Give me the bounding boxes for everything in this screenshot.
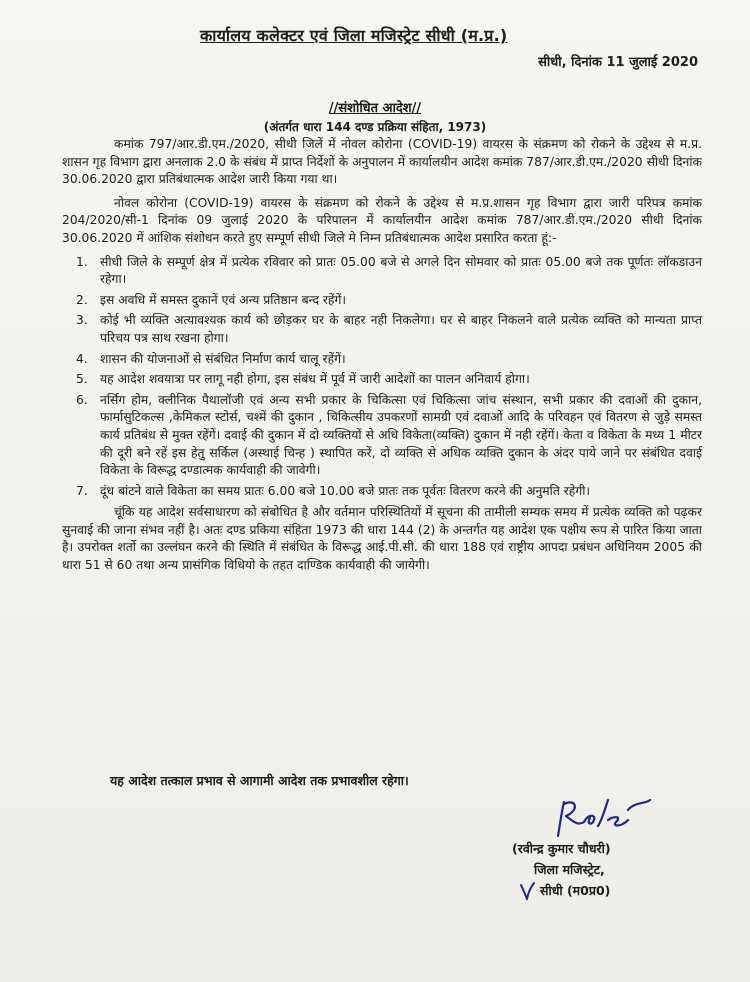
signatory-block — [508, 838, 708, 901]
restriction-item — [62, 483, 702, 501]
signature-mark — [550, 796, 660, 840]
signatory-place: सीधी (म0प्र0) — [540, 883, 611, 898]
restriction-item — [62, 312, 702, 347]
signatory-designation: जिला मजिस्ट्रेट, — [534, 862, 605, 877]
item-text: यह आदेश शवयात्रा पर लागू नही होगा, इस संबंध में पूर्व में जारी आदेशों का पालन अनिवार्य होगा। — [100, 372, 530, 387]
item-text: दूंध बांटने वाले विकेता का समय प्रातः 6.00 बजे 10.00 बजे प्रातः तक पूर्वतः वितरण करने की अनुमति रहेगी। — [100, 483, 591, 498]
item-number: 2. — [76, 292, 88, 307]
item-number: 4. — [76, 351, 88, 366]
item-text: कोई भी व्यक्ति अत्यावश्यक कार्य को छोड़कर घर के बाहर नही निकलेगा। घर से बाहर निकलने वाले प्रत्येक व्यक्ति को मान्यता प्राप्त परिचय पत्र साथ रखना होगा। — [100, 313, 702, 345]
item-number: 5. — [76, 372, 88, 387]
order-subheading: (अंतर्गत धारा 144 दण्ड प्रक्रिया संहिता, 1973) — [263, 120, 487, 134]
restriction-list — [62, 254, 702, 501]
restriction-item — [62, 292, 702, 310]
item-number: 6. — [76, 392, 88, 407]
place-date: सीधी, दिनांक 11 जुलाई 2020 — [538, 55, 698, 70]
item-text: इस अवधि में समस्त दुकानें एवं अन्य प्रतिष्ठान बन्द रहेंगें। — [100, 292, 347, 307]
item-number: 1. — [76, 254, 88, 269]
paragraph-reference: कमांक 797/आर.डी.एम./2020, सीधी जिलें में नोवल कोरोना (COVID-19) वायरस के संक्रमण को रोकने के उद्देश्य से म.प्र. शासन गृह विभाग द्वारा अनलाक 2.0 के संबंध में प्राप्त निर्देशों के अनुपालन में कार्यालयीन आदेश कमांक 787/आर.डी.एम./2020 सीधी दिनांक 30.06.2020 द्वारा प्रतिबंधात्मक आदेश जारी किया गया था। — [62, 137, 702, 187]
order-heading: //संशोधित आदेश// — [328, 101, 422, 116]
signatory-place-line — [508, 880, 708, 901]
item-text: नर्सिग होम, क्लीनिक पैथालॉजी एवं अन्य सभी प्रकार के चिकित्सा एवं चिकित्सा जांच संस्थान, सभी प्रकार की दवाओं की दुकान, फार्मासुटिकल्स ,केमिकल स्टोर्स, चश्में की दुकान , चिकित्सीय उपकरणों सामग्री एवं दवाओं आदि के परिवहन एवं वितरण से जुड़े समस्त कार्य प्रतिबंध से मुक्त रहेंगें। दवाई की दुकान में दो व्यक्तियों से अधि विकेता(व्यक्ति) दुकान में नही रहेंगें। केता व विकेता के मध्य 1 मीटर की दूरी बने रहें इस हेतु सर्किल (अस्थाई चिन्ह ) स्थापित करें, दो व्यक्ति से अधिक व्यक्ति दुकान के अंदर पाये जाने पर संबंधित दवाई विकेता के विरूद्ध दण्डात्मक कार्यवाही की जावेगी। — [100, 392, 703, 478]
restriction-item — [62, 371, 702, 389]
item-number: 7. — [76, 483, 88, 498]
office-title: कार्यालय कलेक्टर एवं जिला मजिस्ट्रेट सीधी (म.प्र.) — [200, 26, 508, 45]
signatory-name: (रवीन्द्र कुमार चौधरी) — [512, 841, 611, 856]
effect-statement: यह आदेश तत्काल प्रभाव से आगामी आदेश तक प्रभावशील रहेगा। — [110, 773, 409, 788]
closing-paragraph: चूंकि यह आदेश सर्वसाधारण को संबोधित है और वर्तमान परिस्थितियों में सूचना की तामीली सम्यक समय में प्रत्येक व्यक्ति को पढ़कर सुनवाई की जाना संभव नहीं है। अतः दण्ड प्रकिया संहिता 1973 की धारा 144 (2) के अन्तर्गत यह आदेश एक पक्षीय रूप से पारित किया जाता है। उपरोक्त शर्तो का उल्लंघन करने की स्थिति में संबंधित के विरूद्ध आई.पी.सी. की धारा 188 एवं राष्ट्रीय आपदा प्रबंधन अधिनियम 2005 की धारा 51 से 60 तथा अन्य प्रासंगिक विधियो के तहत दाण्डिक कार्यवाही की जायेगी। — [62, 505, 702, 573]
restriction-item — [62, 392, 702, 480]
item-text: शासन की योजनाओं से संबंधित निर्माण कार्य चालू रहेंगें। — [100, 351, 346, 366]
paragraph-directive: नोवल कोरोना (COVID-19) वायरस के संक्रमण को रोकने के उद्देश्य से म.प्र.शासन गृह विभाग द्वारा जारी परिपत्र कमांक 204/2020/सी-1 दिनांक 09 जुलाई 2020 के परिपालन में कार्यालयीन आदेश कमांक 787/आर.डी.एम./2020 सीधी दिनांक 30.06.2020 में आंशिक संशोधन करते हुए सम्पूर्ण सीधी जिले मे निम्न प्रतिबंधात्मक आदेश प्रसारित करता हूं:- — [62, 195, 702, 245]
restriction-item — [62, 254, 702, 289]
order-body — [62, 136, 702, 575]
item-number: 3. — [76, 313, 88, 328]
restriction-item — [62, 351, 702, 369]
item-text: सीधी जिले के सम्पूर्ण क्षेत्र में प्रत्येक रविवार को प्रातः 05.00 बजे से अगले दिन सोमवार को प्रातः 05.00 बजे तक पूर्णतः लॉकडाउन रहेगा। — [100, 254, 702, 287]
initial-tick-icon — [518, 881, 536, 901]
